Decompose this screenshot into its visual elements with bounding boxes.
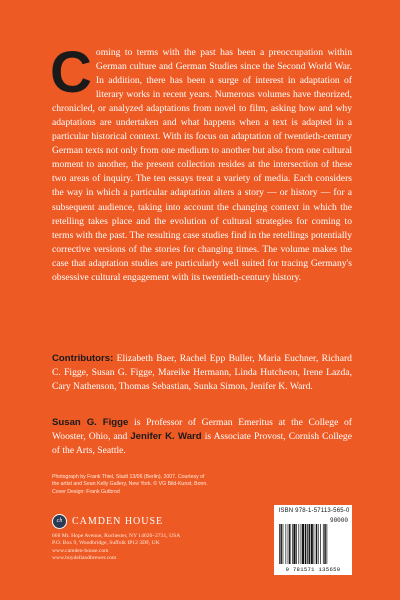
barcode-bar xyxy=(316,524,317,564)
address-line: www.camden-house.com xyxy=(52,547,109,554)
barcode-bar xyxy=(292,524,293,564)
barcode-bar xyxy=(324,524,325,564)
barcode-bars xyxy=(278,524,348,564)
contributors-paragraph xyxy=(52,352,352,394)
barcode-bar xyxy=(305,524,306,564)
editor-name-ward: Jenifer K. Ward xyxy=(130,431,202,443)
publisher-logo-row xyxy=(52,513,252,529)
logo-mark-letters: ch xyxy=(56,518,63,524)
barcode-bar xyxy=(288,524,289,564)
barcode-bar xyxy=(293,524,295,564)
ean-digits: 9 781571 135650 xyxy=(285,566,341,573)
address-line: 668 Mt. Hope Avenue, Rochester, NY 14620–2731, USA xyxy=(52,533,181,539)
barcode-bar xyxy=(318,524,319,564)
publisher-name: CAMDEN HOUSE xyxy=(72,515,164,527)
contributors-label: Contributors: xyxy=(52,353,114,364)
publisher-address xyxy=(52,533,252,563)
credit-line: the artist and Sean Kelly Gallery, New York. © VG Bild-Kunst, Bonn. xyxy=(52,481,208,488)
price-code: 90000 xyxy=(329,517,348,524)
isbn-label: ISBN 978-1-57113-565-0 xyxy=(278,508,350,514)
barcode-bar xyxy=(320,524,321,564)
photo-credits xyxy=(52,474,262,496)
barcode-bar xyxy=(279,524,280,564)
publisher-block xyxy=(52,513,252,563)
blurb-paragraph xyxy=(50,40,352,285)
barcode-bar xyxy=(323,524,324,564)
isbn-barcode xyxy=(274,505,352,575)
editors-paragraph xyxy=(52,416,352,458)
editor-bio-figge: is Professor of German Emeritus at the College of Wooster, Ohio, and xyxy=(52,417,352,443)
editor-name-figge: Susan G. Figge xyxy=(52,417,129,428)
barcode-bar xyxy=(280,524,281,564)
barcode-bar xyxy=(311,524,313,564)
barcode-bar xyxy=(298,524,299,564)
barcode-bar xyxy=(327,524,328,564)
contributors-names: Elizabeth Baer, Rachel Epp Buller, Maria Euchner, Richard C. Figge, Susan G. Figge, Mareike Hermann, Linda Hutcheon, Irene Lazda, Cary Nathenson, Thomas Sebastian, Sunka Simon, Jenifer K. Ward. xyxy=(52,353,352,393)
blurb-text: oming to terms with the past has been a preoccupation within German culture and German Studies since the Second World War. In addition, there has been a surge of interest in adaptation of literary works in recent years. Numerous volumes have theorized, chronicled, or analyzed adaptations from novel to film, asking how and why adaptations are undertaken and what happens when a text is adapted in a particular historical context. With its focus on adaptation of twentieth-century German texts not only from one medium to another but also from one cultural moment to another, the present collection resides at the intersection of these two areas of inquiry. The ten essays treat a variety of media. Each considers the way in which a particular adaptation alters a story — or history — for a subsequent audience, taking into account the changing context in which the retelling takes place and the evolution of cultural strategies for coming to terms with the past. The resulting case studies find in the retellings potentially corrective versions of the stories for changing times. The volume makes the case that adaptation studies are particularly well suited for tracing Germany's obsessive cultural engagement with its twentieth-century history. xyxy=(52,47,352,283)
barcode-bar xyxy=(285,524,286,564)
address-line: www.boydellandbrewer.com xyxy=(52,555,117,562)
barcode-bar xyxy=(289,524,290,564)
address-line: P.O. Box 9, Woodbridge, Suffolk IP12 3DF, UK xyxy=(52,540,160,547)
editor-bio-ward: is Associate Provost, Cornish College of the Arts, Seattle. xyxy=(52,431,352,457)
drop-cap: C xyxy=(50,40,92,105)
credit-line: Cover Design: Frank Gutbrod xyxy=(52,488,120,495)
credit-line: Photograph by Frank Thiel, Stadt 13/06 (Berlin), 2007. Courtesy of xyxy=(52,474,205,480)
barcode-bar xyxy=(302,524,304,564)
barcode-bar xyxy=(309,524,310,564)
barcode-bar xyxy=(283,524,284,564)
barcode-bar xyxy=(307,524,308,564)
barcode-bar xyxy=(314,524,315,564)
barcode-bar xyxy=(296,524,297,564)
barcode-bar xyxy=(301,524,302,564)
camden-house-logo-icon xyxy=(52,514,67,529)
